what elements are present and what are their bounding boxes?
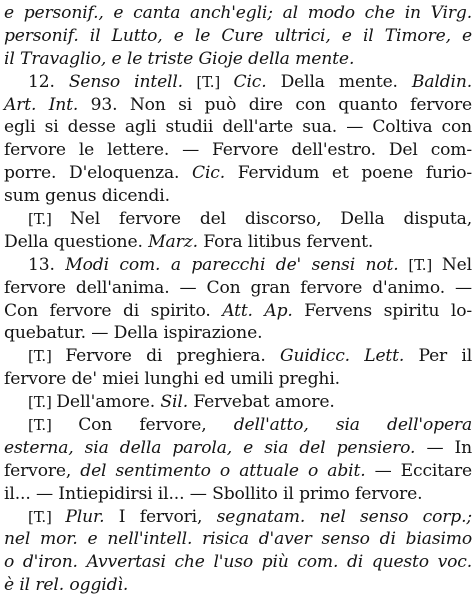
text-run: sum genus dicendi. bbox=[4, 186, 170, 207]
text-run: Fervidum et poene furio- bbox=[225, 163, 473, 184]
italic-text: Modi com. a parecchi de' sensi not. bbox=[65, 254, 399, 275]
text-line bbox=[4, 414, 472, 437]
text-run: Fervens spiritu lo- bbox=[292, 300, 472, 321]
italic-text: Cic. bbox=[192, 163, 226, 184]
text-line bbox=[4, 277, 472, 300]
source-tag: [T.] bbox=[182, 72, 234, 91]
text-line bbox=[4, 528, 472, 551]
italic-text: o d'iron. Avvertasi che l'uso più com. di questo voc. bbox=[4, 552, 472, 573]
italic-text: Art. Int. bbox=[4, 94, 79, 115]
text-line bbox=[4, 94, 472, 117]
text-run: Con fervore di spirito. bbox=[4, 300, 223, 321]
text-run: 12. bbox=[28, 71, 69, 92]
source-tag: [T.] bbox=[28, 507, 66, 526]
text-run: fervore, bbox=[4, 460, 81, 481]
text-line bbox=[4, 300, 472, 323]
italic-text: esterna, sia della parola, e sia del pensiero. bbox=[4, 437, 416, 458]
text-line bbox=[4, 208, 472, 231]
text-run: Nel fervore del discorso, Della disputa, bbox=[69, 209, 472, 230]
italic-text: Marz. bbox=[148, 231, 198, 252]
text-run: Della mente. bbox=[266, 71, 412, 92]
italic-text: Senso intell. bbox=[68, 71, 183, 92]
italic-text: dell'atto, sia dell'opera bbox=[233, 415, 472, 436]
text-run: quebatur. — Della ispirazione. bbox=[4, 323, 263, 344]
italic-text: nel mor. e nell'intell. risica d'aver senso di biasimo bbox=[4, 529, 472, 550]
italic-text: Guidicc. Lett. bbox=[279, 346, 405, 367]
text-line bbox=[4, 25, 472, 48]
italic-text: e personif., e canta anch'egli; al modo che in Virg. bbox=[4, 3, 472, 23]
text-run: egli si desse agli studii dell'arte sua. — Coltiva con bbox=[4, 117, 472, 138]
text-run: Con fervore, bbox=[78, 415, 234, 436]
text-line bbox=[4, 483, 472, 506]
source-tag: [T.] bbox=[28, 416, 79, 435]
text-run: Fervebat amore. bbox=[188, 392, 335, 413]
italic-text: Cic. bbox=[233, 71, 267, 92]
source-tag: [T.] bbox=[28, 210, 70, 229]
text-line bbox=[4, 139, 472, 162]
text-line bbox=[4, 368, 472, 391]
source-tag: [T.] bbox=[28, 347, 66, 366]
text-line bbox=[4, 48, 472, 71]
text-line bbox=[4, 391, 472, 414]
text-line bbox=[4, 185, 472, 208]
text-line bbox=[4, 460, 472, 483]
text-line bbox=[4, 551, 472, 574]
text-line bbox=[4, 162, 472, 185]
text-line bbox=[4, 345, 472, 368]
text-line bbox=[4, 71, 472, 94]
italic-text: Sil. bbox=[160, 392, 189, 413]
text-run: Della questione. bbox=[4, 231, 149, 252]
text-run: Dell'amore. bbox=[56, 392, 161, 413]
dictionary-page-text bbox=[4, 2, 472, 597]
source-tag: [T.] bbox=[28, 393, 57, 412]
text-run: — In bbox=[415, 437, 472, 458]
text-line bbox=[4, 574, 472, 597]
text-run: porre. D'eloquenza. bbox=[4, 163, 193, 184]
italic-text: il Travaglio, e le triste Gioje della mente. bbox=[4, 48, 355, 69]
italic-text: Baldin. bbox=[411, 71, 472, 92]
italic-text: segnatam. nel senso corp.; bbox=[216, 506, 472, 527]
text-line bbox=[4, 116, 472, 139]
italic-text: Plur. bbox=[65, 506, 105, 527]
text-run: 93. Non si può dire con quanto fervore bbox=[78, 94, 472, 115]
text-run: 13. bbox=[28, 254, 66, 275]
text-run: Per il bbox=[404, 346, 473, 367]
text-run: fervore le lettere. — Fervore dell'estro. Del com- bbox=[4, 140, 472, 161]
text-run: Fervore di preghiera. bbox=[65, 346, 280, 367]
text-run: fervore de' miei lunghi ed umili preghi. bbox=[4, 369, 340, 390]
text-run: Nel bbox=[441, 254, 472, 275]
text-run: il... — Intiepidirsi il... — Sbollito il primo fervore. bbox=[4, 483, 423, 504]
text-run: fervore dell'anima. — Con gran fervore d'animo. — bbox=[4, 277, 472, 298]
text-line bbox=[4, 231, 472, 254]
text-line bbox=[4, 506, 472, 529]
italic-text: personif. il Lutto, e le Cure ultrici, e il Timore, e bbox=[4, 25, 472, 46]
text-run: — Eccitare bbox=[365, 460, 472, 481]
text-line bbox=[4, 437, 472, 460]
italic-text: è il rel. oggidì. bbox=[4, 575, 129, 596]
text-line bbox=[4, 254, 472, 277]
text-line bbox=[4, 322, 472, 345]
italic-text: Att. Ap. bbox=[222, 300, 293, 321]
text-run: Fora litibus fervent. bbox=[197, 231, 374, 252]
text-run: I fervori, bbox=[104, 506, 217, 527]
text-line bbox=[4, 2, 472, 25]
source-tag: [T.] bbox=[398, 255, 442, 274]
italic-text: del sentimento o attuale o abit. bbox=[80, 460, 366, 481]
